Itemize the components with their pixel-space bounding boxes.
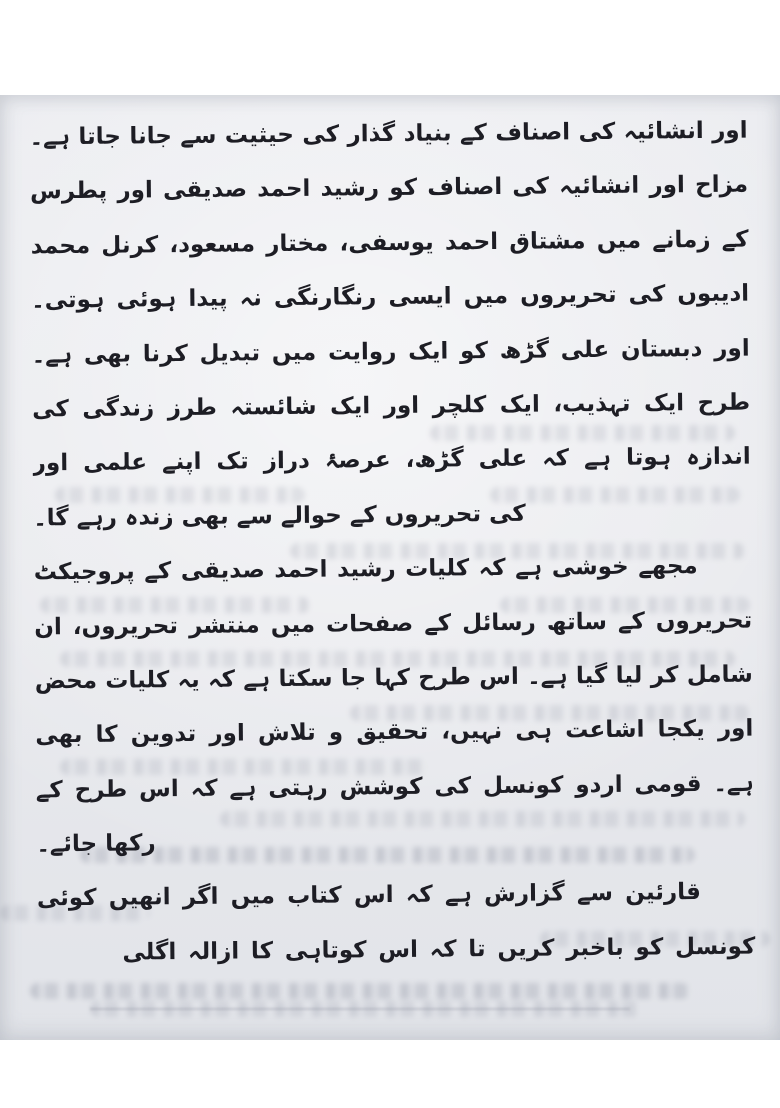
text-line: اندازہ ہوتا ہے کہ علی گڑھ، عرصۂ دراز تک اپنے علمی اور (32, 443, 751, 477)
text-line: ہے۔ قومی اردو کونسل کی کوشش رہتی ہے کہ اس طرح کے (35, 770, 754, 804)
text-line: قارئین سے گزارش ہے کہ اس کتاب میں اگر انھیں کوئی (36, 879, 701, 912)
text-line: اور دبستان علی گڑھ کو ایک روایت میں تبدیل کرنا بھی ہے۔ (31, 335, 750, 368)
text-line: اور یکجا اشاعت ہی نہیں، تحقیق و تلاش اور تدوین کا بھی (35, 715, 754, 749)
text-block (29, 104, 755, 981)
text-line: مزاح اور انشائیہ کی اصناف کو رشید احمد صدیقی اور پطرس (29, 171, 749, 205)
text-line: کی تحریروں کے حوالے سے بھی زندہ رہے گا۔ (33, 500, 526, 532)
text-line: کے زمانے میں مشتاق احمد یوسفی، مختار مسعود، کرنل محمد (30, 226, 749, 260)
text-line: اور انشائیہ کی اصناف کے بنیاد گذار کی حیثیت سے جانا جاتا ہے۔ (29, 117, 748, 151)
text-line: شامل کر لیا گیا ہے۔ اس طرح کہا جا سکتا ہے کہ یہ کلیات محض (34, 661, 753, 695)
text-line: رکھا جائے۔ (36, 830, 156, 858)
text-line: طرح ایک تہذیب، ایک کلچر اور ایک شائستہ طرز زندگی کی (32, 389, 751, 423)
page-tilt-wrapper (0, 95, 780, 1040)
text-line: کونسل کو باخبر کریں تا کہ اس کوتاہی کا ازالہ اگلی (122, 933, 756, 966)
text-line: تحریروں کے ساتھ رسائل کے صفحات میں منتشر تحریروں، ان (34, 607, 753, 640)
scanned-page (0, 95, 780, 1040)
text-line: ادیبوں کی تحریروں میں ایسی رنگارنگی نہ پیدا ہوئی ہوتی۔ (31, 280, 750, 314)
text-line: مجھے خوشی ہے کہ کلیات رشید احمد صدیقی کے پروجیکٹ (33, 553, 698, 586)
